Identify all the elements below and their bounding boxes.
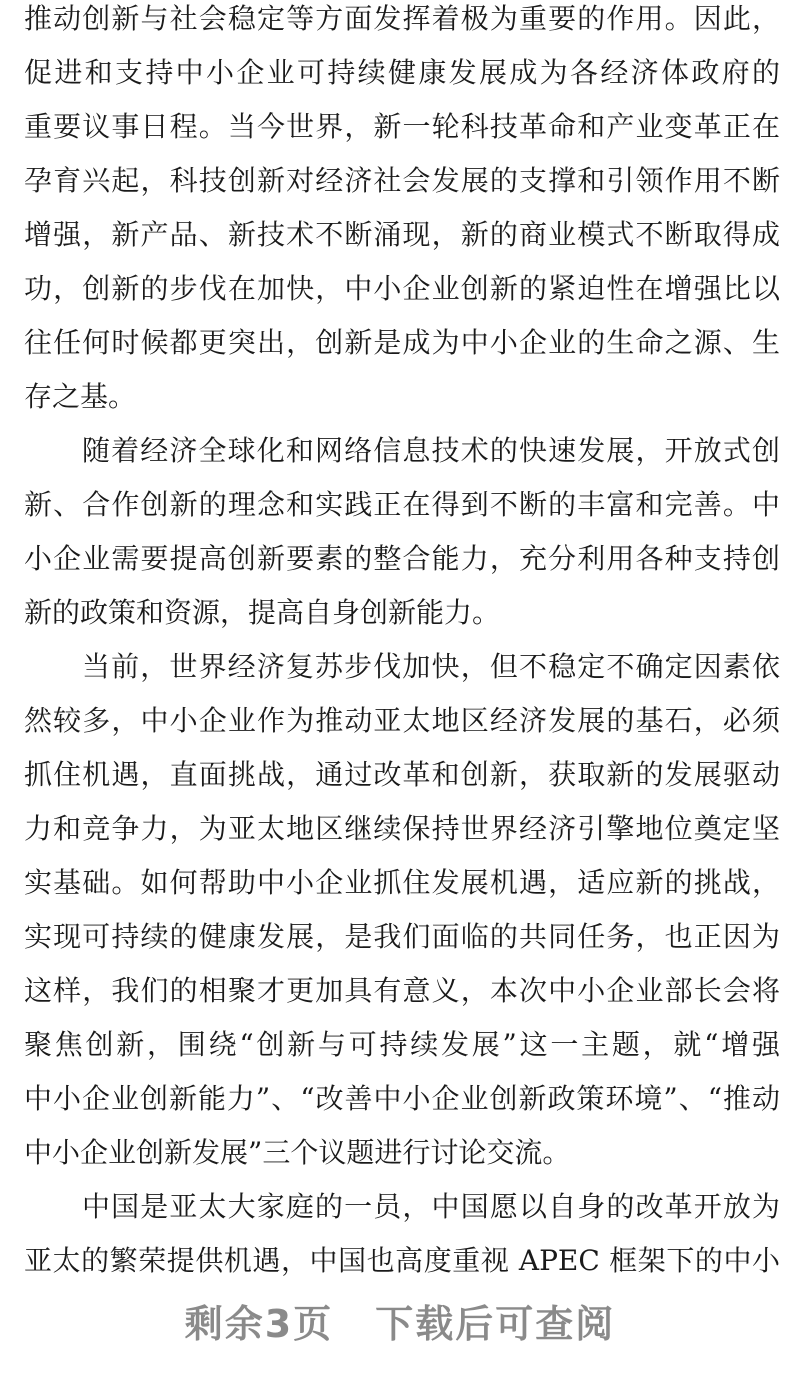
text-line: 重要议事日程。当今世界，新一轮科技革命和产业变革正在 xyxy=(24,110,780,143)
text-line: 聚焦创新，围绕“创新与可持续发展”这一主题，就“增强 xyxy=(24,1028,780,1061)
text-line: 实基础。如何帮助中小企业抓住发展机遇，适应新的挑战， xyxy=(24,866,780,899)
download-hint-text: 下载后可查阅 xyxy=(375,1302,616,1346)
text-line: 存之基。 xyxy=(24,380,137,413)
text-line: 孕育兴起，科技创新对经济社会发展的支撑和引领作用不断 xyxy=(24,164,780,197)
download-prompt-banner[interactable] xyxy=(0,1294,800,1354)
text-line: 新的政策和资源，提高自身创新能力。 xyxy=(24,596,501,629)
text-line: 亚太的繁荣提供机遇，中国也高度重视 APEC 框架下的中小 xyxy=(24,1244,780,1277)
text-line: 当前，世界经济复苏步伐加快，但不稳定不确定因素依 xyxy=(82,650,780,683)
text-line: 增强，新产品、新技术不断涌现，新的商业模式不断取得成 xyxy=(24,218,780,251)
text-line: 往任何时候都更突出，创新是成为中小企业的生命之源、生 xyxy=(24,326,780,359)
text-line: 小企业需要提高创新要素的整合能力，充分利用各种支持创 xyxy=(24,542,780,575)
text-line: 中小企业创新发展”三个议题进行讨论交流。 xyxy=(24,1136,571,1169)
text-line: 新、合作创新的理念和实践正在得到不断的丰富和完善。中 xyxy=(24,488,780,521)
remaining-pages-text: 剩余3页 xyxy=(184,1302,334,1346)
document-body xyxy=(24,1,780,1297)
text-line: 随着经济全球化和网络信息技术的快速发展，开放式创 xyxy=(82,434,780,467)
text-line: 然较多，中小企业作为推动亚太地区经济发展的基石，必须 xyxy=(24,704,780,737)
text-line: 功，创新的步伐在加快，中小企业创新的紧迫性在增强比以 xyxy=(24,272,780,305)
text-line: 中小企业创新能力”、“改善中小企业创新政策环境”、“推动 xyxy=(24,1082,780,1115)
text-line: 推动创新与社会稳定等方面发挥着极为重要的作用。因此， xyxy=(24,2,780,35)
text-line: 力和竞争力，为亚太地区继续保持世界经济引擎地位奠定坚 xyxy=(24,812,780,845)
text-line: 抓住机遇，直面挑战，通过改革和创新，获取新的发展驱动 xyxy=(24,758,780,791)
text-line: 促进和支持中小企业可持续健康发展成为各经济体政府的 xyxy=(24,56,780,89)
text-line: 实现可持续的健康发展，是我们面临的共同任务，也正因为 xyxy=(24,920,780,953)
text-line: 中国是亚太大家庭的一员，中国愿以自身的改革开放为 xyxy=(82,1190,780,1223)
text-line: 这样，我们的相聚才更加具有意义，本次中小企业部长会将 xyxy=(24,974,780,1007)
